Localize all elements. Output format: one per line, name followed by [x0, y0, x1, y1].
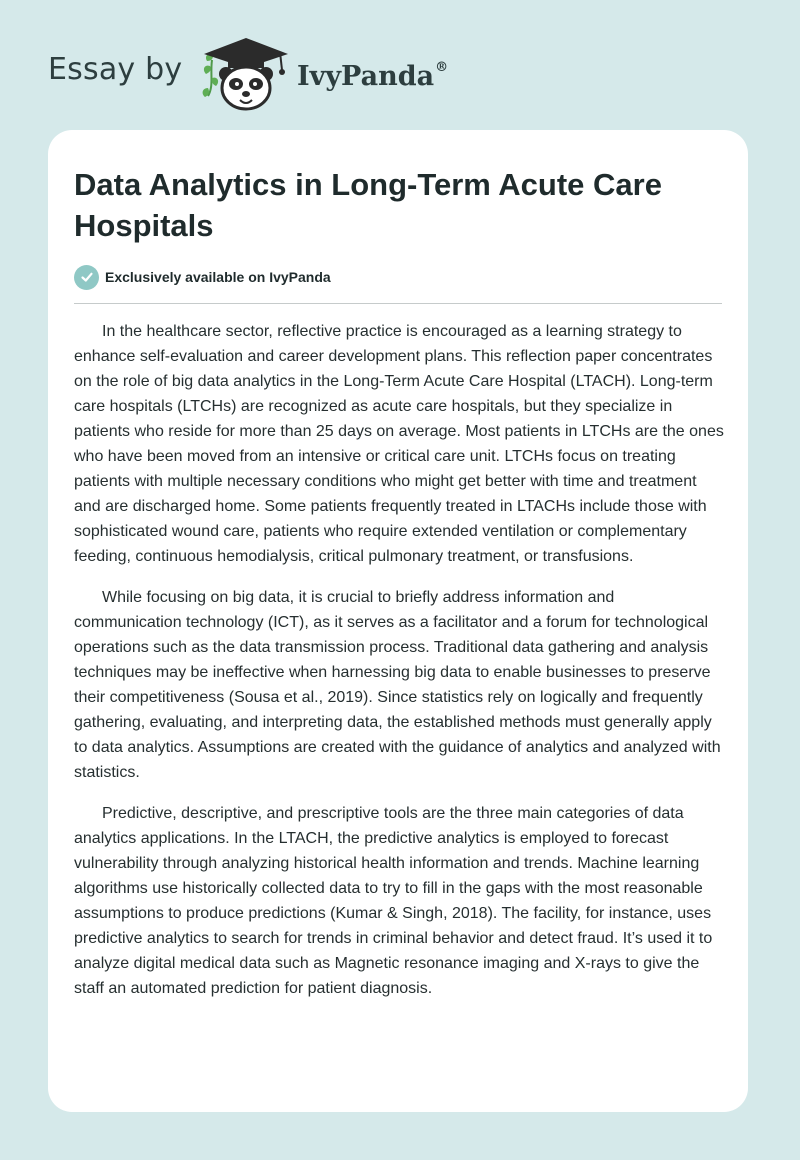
exclusive-badge: [74, 264, 331, 290]
paragraph: In the healthcare sector, reflective practice is encouraged as a learning strategy to enhance self-evaluation and career development plans. This reflection paper concentrates on the role of big data analytics in the Long-Term Acute Care Hospital (LTACH). Long-term care hospitals (LTCHs) are recognized as acute care hospitals, but they specialize in patients who reside for more than 25 days on average. Most patients in LTCHs are the ones who have been moved from an intensive or critical care unit. LTCHs focus on treating patients with multiple necessary conditions who might get better with time and treatment and are discharged home. Some patients frequently treated in LTACHs include those with sophisticated wound care, patients who require extended ventilation or complementary feeding, continuous hemodialysis, critical pulmonary treatment, or transfusions.: [74, 323, 724, 565]
check-icon: [74, 265, 99, 290]
registered-mark: ®: [435, 60, 449, 75]
paragraph: Predictive, descriptive, and prescriptive tools are the three main categories of data analytics applications. In the LTACH, the predictive analytics is employed to forecast vulnerability through analyzing historical health information and trends. Machine learning algorithms use historically collected data to try to fill in the gaps with the most reasonable assumptions to produce predictions (Kumar & Singh, 2018). The facility, for instance, uses predictive analytics to search for trends in criminal behavior and detect fraud. It’s used it to analyze digital medical data such as Magnetic resonance imaging and X-rays to give the staff an automated prediction for patient diagnosis.: [74, 805, 713, 997]
paragraph: While focusing on big data, it is crucial to briefly address information and communication technology (ICT), as it serves as a facilitator and a forum for technological operations such as the data transmission process. Traditional data gathering and analysis techniques may be ineffective when harnessing big data to enable businesses to preserve their competitiveness (Sousa et al., 2019). Since statistics rely on logically and frequently gathering, evaluating, and interpreting data, the established methods must generally apply to data analytics. Assumptions are created with the guidance of analytics and analyzed with statistics.: [74, 589, 721, 781]
ivy-leaf-icon: [203, 54, 218, 97]
exclusive-badge-label: Exclusively available on IvyPanda: [105, 269, 331, 285]
brand-label: IvyPanda: [297, 61, 435, 92]
panda-face-icon: [219, 67, 273, 109]
essay-body: [74, 319, 726, 1017]
panda-logo-icon[interactable]: [198, 34, 294, 112]
essay-card: [48, 130, 748, 1112]
divider: [74, 303, 722, 304]
brand-name[interactable]: [297, 55, 448, 94]
essay-by-label: Essay by: [48, 52, 183, 87]
site-header: [0, 0, 800, 130]
essay-title: Data Analytics in Long-Term Acute Care Hospitals: [74, 167, 662, 243]
